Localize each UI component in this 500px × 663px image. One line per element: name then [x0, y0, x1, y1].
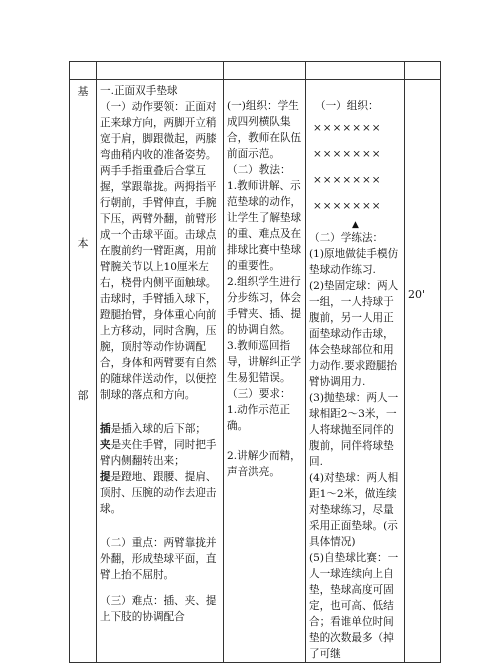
header-cell	[405, 62, 441, 80]
teacher-method-cell	[224, 80, 306, 663]
section-char-bu: 部	[77, 389, 89, 402]
cha-key: 插	[100, 423, 111, 435]
basic-part-row	[70, 80, 441, 663]
practice-title: （二）学练法：	[309, 232, 384, 244]
content-heading: 一.正面双手垫球	[100, 85, 178, 97]
time-value: 20'	[408, 288, 426, 301]
key-point: （二）重点：两臂靠拢并外翻，形成垫球平面，直臂上抬不屈肘。	[100, 537, 217, 581]
formation-row: ×××××××	[313, 122, 382, 134]
student-organization-title: （一）组织：	[315, 100, 379, 112]
practice-1: (1)原地做徒手模仿垫球动作练习.	[309, 248, 399, 276]
ti-note: 提是蹬地、跟腰、提肩、顶肘、压腕的动作去迎击球。	[100, 471, 217, 515]
student-method-cell	[306, 80, 405, 663]
requirement-1: 1.动作示范正确。	[227, 404, 291, 432]
teaching-step-2: 2.组织学生进行分步练习，体会手臂夹、插、提的协调自然。	[227, 276, 302, 336]
requirement-title: （三）要求：	[227, 388, 291, 400]
practice-4: (4)对垫球：两人相距1～2米，做连续对垫球练习，尽量采用正面垫球。(示具体情况)	[309, 472, 399, 548]
teaching-method-title: （二）教法：	[227, 164, 291, 176]
difficulty: （三）难点：插、夹、提上下肢的协调配合	[100, 595, 217, 623]
formation-row: ×××××××	[313, 174, 382, 186]
lesson-plan-table	[69, 61, 441, 663]
cha-note: 插是插入球的后下部；	[100, 423, 206, 435]
header-cell	[70, 62, 97, 80]
jia-key: 夹	[100, 439, 111, 451]
teaching-step-3: 3.教师巡回指导，讲解纠正学生易犯错误。	[227, 340, 302, 384]
header-cell	[306, 62, 405, 80]
teacher-triangle-icon: ▲	[352, 220, 359, 230]
table-header-row	[70, 62, 441, 80]
header-cell	[224, 62, 306, 80]
section-char-ben: 本	[77, 237, 89, 250]
ti-key: 提	[100, 471, 111, 483]
formation-diagram	[309, 120, 402, 230]
requirement-2: 2.讲解少而精，声音洪亮。	[227, 450, 301, 478]
practice-3: (3)抛垫球：两人一球相距2～3米，一人将球抛至同伴的腹前，同伴将球垫回.	[309, 392, 399, 468]
teaching-step-1: 1.教师讲解、示范垫球的动作，让学生了解垫球的重、难点及在排球比赛中垫球的重要性。	[227, 180, 302, 272]
action-essentials: （一）动作要领：正面对正来球方向，两脚开立稍宽于肩，脚跟微起，两膝弯曲稍内收的准备姿势。两手手指重叠后合掌互握，掌跟靠拢。两拇指平行朝前，手臂伸直，手腕下压，两臂外翻，前臂形成一个击球平面。击球点在腹前约一臂距离，用前臂腕关节以上10厘米左右，桡骨内侧平面触球。击球时，手臂插入球下，蹬腿抬臂，身体重心向前上方移动，同时含胸，压腕，顶肘等动作协调配合，身体和两臂要有自然的随球伴送动作，以便控制球的落点和方向。	[100, 101, 217, 401]
content-cell	[97, 80, 224, 663]
jia-note: 夹是夹住手臂，同时把手臂内侧翻转出来；	[100, 439, 217, 467]
section-label-cell	[70, 80, 97, 663]
practice-2: (2)垫固定球：两人一组，一人持球于腹前，另一人用正面垫球动作击球，体会垫球部位和用力动作.要求蹬腿抬臂协调用力.	[309, 280, 399, 388]
formation-row: ×××××××	[313, 200, 382, 212]
time-cell	[405, 80, 441, 663]
section-char-ji: 基	[77, 85, 89, 98]
practice-5: (5)自垫球比赛：一人一球连续向上自垫，垫球高度可固定，也可高、低结合；看谁单位时间垫的次数最多（掉了可继	[309, 552, 399, 660]
formation-row: ×××××××	[313, 148, 382, 160]
header-cell	[97, 62, 224, 80]
teacher-organization: (一)组织：学生成四列横队集合，教师在队伍前面示范。	[227, 100, 302, 160]
